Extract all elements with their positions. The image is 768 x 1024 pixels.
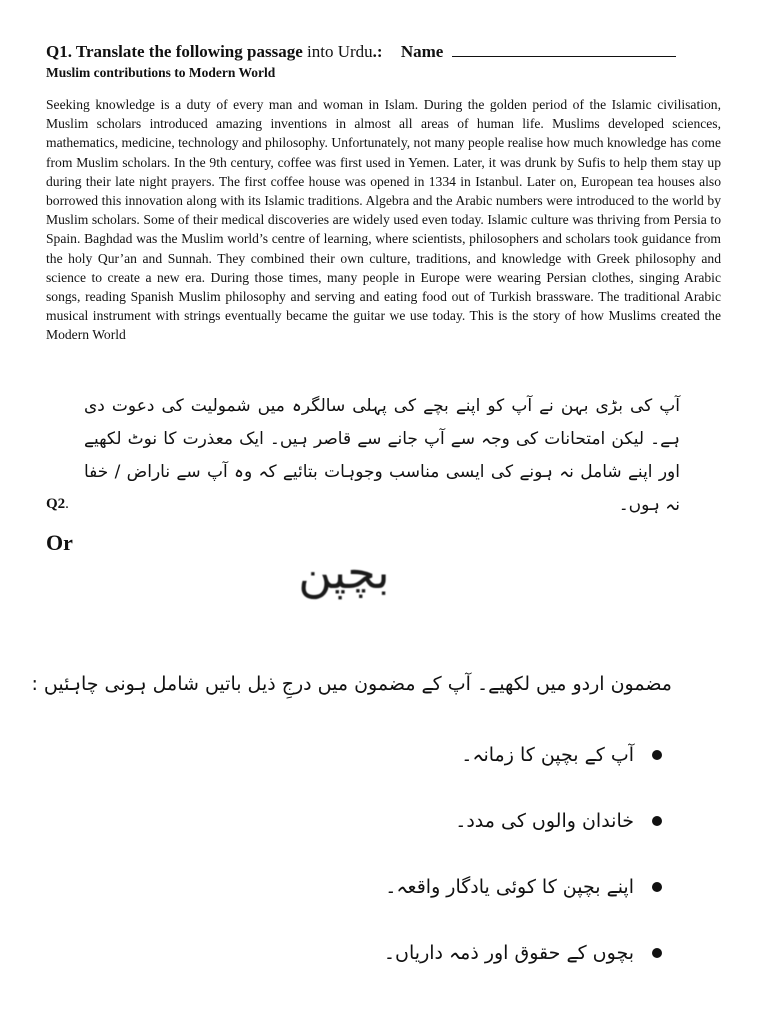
urdu-task-text: آپ کی بڑی بہن نے آپ کو اپنے بچے کی پہلی سالگرہ میں شمولیت کی دعوت دی ہے۔ لیکن امتحانات کی وجہ سے آپ جانے سے قاصر ہیں۔ ایک معذرت کا نوٹ لکھیے اور اپنے شامل نہ ہونے کی ایسی مناسب وجوہات بتائیے کہ وہ آپ سے ناراض / خفا نہ ہوں۔ (84, 396, 680, 515)
essay-points-list (360, 722, 662, 986)
name-label: Name (400, 42, 444, 61)
point-text: بچوں کے حقوق اور ذمہ داریاں۔ (383, 942, 634, 964)
essay-instruction: مضمون اردو میں لکھیے۔ آپ کے مضمون میں درجِ ذیل باتیں شامل ہونی چاہئیں : (31, 673, 672, 695)
name-underline (452, 42, 676, 57)
bullet-icon (652, 882, 662, 892)
q1-heading (46, 42, 676, 62)
q1-instruction-tail: .: (372, 42, 383, 61)
list-item (360, 854, 662, 920)
point-text: اپنے بچپن کا کوئی یادگار واقعہ۔ (385, 876, 634, 898)
q2-label-text: Q2 (46, 496, 66, 512)
bullet-icon (652, 816, 662, 826)
list-item (360, 788, 662, 854)
q1-instruction-bold: Q1. Translate the following passage (46, 42, 303, 61)
q1-instruction-normal: into Urdu (302, 42, 373, 61)
point-text: خاندان والوں کی مدد۔ (455, 810, 634, 832)
essay-title-image (284, 528, 404, 624)
list-item (360, 920, 662, 986)
essay-title-text: بچپن (298, 545, 390, 599)
english-passage: Seeking knowledge is a duty of every man and woman in Islam. During the golden period of the Islamic civilisation, Muslim scholars introduced amazing inventions in almost all areas of human life. Muslims developed sciences, mathematics, medicine, technology and philosophy. Unfortunately, not many people realise how much knowledge has come from Muslim scholars. In the 9th century, coffee was first used in Yemen. Later, it was drunk by Sufis to help them stay up during their late night prayers. The first coffee house was opened in 1334 in Istanbul. Later on, European tea houses also borrowed this innovation along with its Islamic traditions. Algebra and the Arabic numbers were introduced to the world by Muslim scholars. Some of their medical discoveries are widely used even today. Islamic culture was thriving from Persia to Spain. Baghdad was the Muslim world’s centre of learning, where scientists, philosophers and scholars took guidance from the holy Qur’an and Sunnah. They combined their own culture, traditions, and knowledge with Greek philosophy and science to create a new era. During those times, many people in Europe were wearing Persian clothes, singing Arabic songs, reading Spanish Muslim philosophy and serving and eating food out of Turkish brassware. The traditional Arabic musical instrument with strings eventually became the guitar we use today. This is the story of how Muslims created the Modern World (46, 97, 721, 343)
passage-title: Muslim contributions to Modern World (46, 65, 276, 80)
list-item (360, 722, 662, 788)
q2-label (46, 496, 69, 513)
bullet-icon (652, 750, 662, 760)
q2-label-dot: . (65, 496, 69, 512)
bullet-icon (652, 948, 662, 958)
point-text: آپ کے بچپن کا زمانہ۔ (461, 744, 634, 766)
or-label: Or (46, 530, 73, 555)
